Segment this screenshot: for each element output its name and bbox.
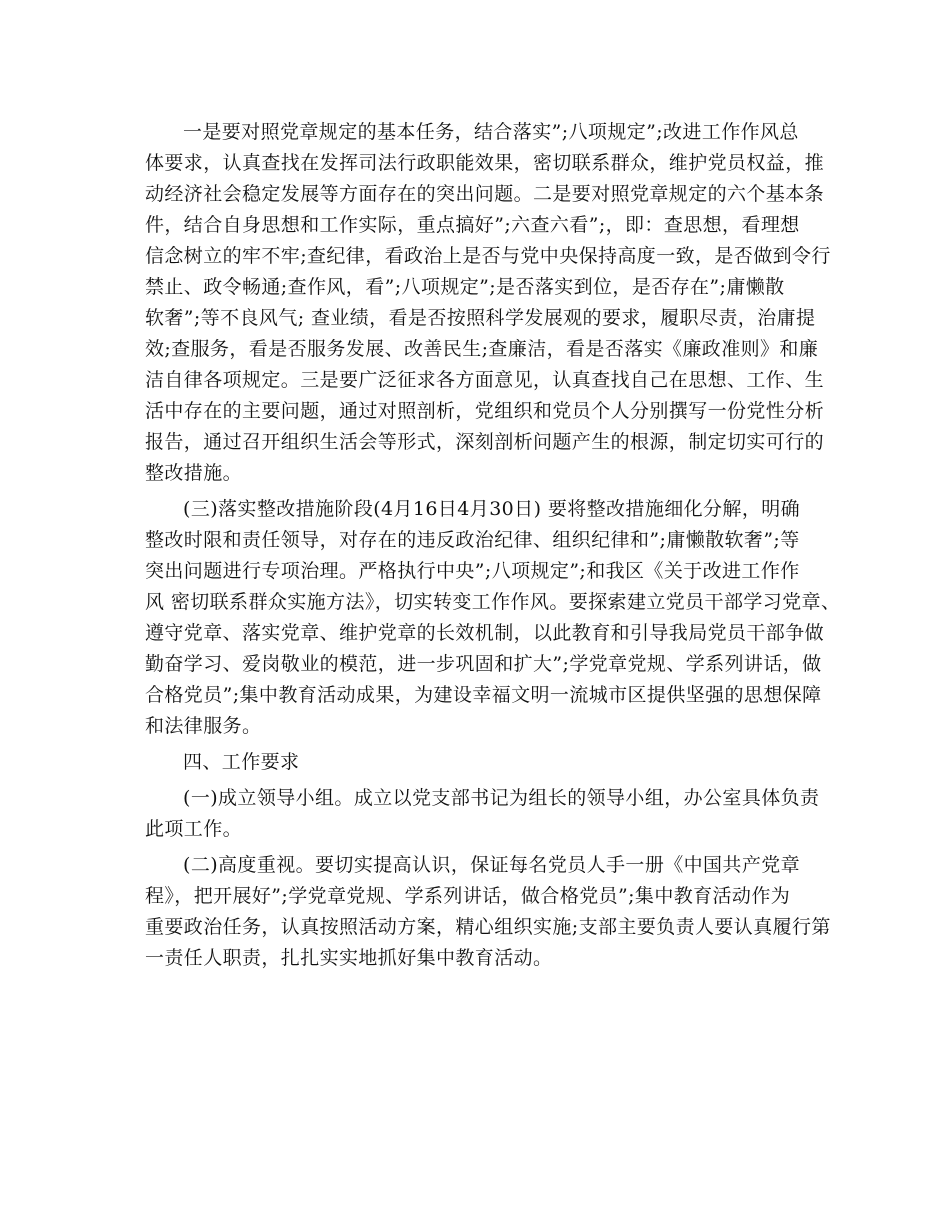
- paragraph-line: 洁自律各项规定。三是要广泛征求各方面意见，认真查找自己在思想、工作、生: [145, 369, 825, 391]
- paragraph-line: 报告，通过召开组织生活会等形式，深刻剖析问题产生的根源，制定切实可行的: [145, 431, 825, 453]
- paragraph-rectification-stage: [145, 494, 841, 742]
- paragraph-line: 合格党员”;集中教育活动成果，为建设幸福文明一流城市区提供坚强的思想保障: [145, 684, 822, 706]
- paragraph-line: (二)高度重视。要切实提高认识，保证每名党员人手一册《中国共产党章: [183, 854, 801, 876]
- paragraph-line: 信念树立的牢不牢;查纪律，看政治上是否与党中央保持高度一致，是否做到令行: [145, 245, 831, 267]
- paragraph-line: 勤奋学习、爱岗敬业的模范，进一步巩固和扩大”;学党章党规、学系列讲话，做: [145, 653, 822, 675]
- paragraph-line: 重要政治任务，认真按照活动方案，精心组织实施;支部主要负责人要认真履行第: [145, 916, 831, 938]
- paragraph-line: 体要求，认真查找在发挥司法行政职能效果，密切联系群众，维护党员权益，推: [145, 152, 825, 174]
- document-body: [145, 117, 841, 974]
- paragraph-line: 一是要对照党章规定的基本任务，结合落实”;八项规定”;改进工作作风总: [183, 121, 799, 143]
- section-heading-text: 四、工作要求: [183, 751, 300, 773]
- paragraph-leading-group: [145, 783, 820, 845]
- paragraph-line: 整改时限和责任领导，对存在的违反政治纪律、组织纪律和”;庸懒散软奢”;等: [145, 529, 800, 551]
- paragraph-line: 突出问题进行专项治理。严格执行中央”;八项规定”;和我区《关于改进工作作: [145, 560, 800, 582]
- paragraph-line: 软奢”;等不良风气; 查业绩，看是否按照科学发展观的要求，履职尽责，治庸提: [145, 307, 816, 329]
- paragraph-high-attention: [145, 850, 831, 974]
- paragraph-line: 动经济社会稳定发展等方面存在的突出问题。二是要对照党章规定的六个基本条: [145, 183, 825, 205]
- paragraph-line: 整改措施。: [145, 462, 243, 484]
- paragraph-line: 效;查服务，看是否服务发展、改善民生;查廉洁，看是否落实《廉政准则》和廉: [145, 338, 819, 360]
- paragraph-line: 遵守党章、落实党章、维护党章的长效机制，以此教育和引导我局党员干部争做: [145, 622, 825, 644]
- paragraph-line: 程》，把开展好”;学党章党规、学系列讲话，做合格党员”;集中教育活动作为: [145, 885, 791, 907]
- section-heading: [145, 747, 815, 778]
- paragraph-line: 风 密切联系群众实施方法》，切实转变工作作风。要探索建立党员干部学习党章、: [145, 591, 841, 613]
- paragraph-tasks: [145, 117, 831, 489]
- paragraph-line: 和法律服务。: [145, 715, 262, 737]
- paragraph-line: (三)落实整改措施阶段(4月16日4月30日) 要将整改措施细化分解，明确: [183, 498, 801, 520]
- paragraph-line: 一责任人职责，扎扎实实地抓好集中教育活动。: [145, 947, 553, 969]
- paragraph-line: (一)成立领导小组。成立以党支部书记为组长的领导小组，办公室具体负责: [183, 787, 820, 809]
- paragraph-line: 活中存在的主要问题，通过对照剖析，党组织和党员个人分别撰写一份党性分析: [145, 400, 825, 422]
- paragraph-line: 禁止、政令畅通;查作风，看”;八项规定”;是否落实到位，是否存在”;庸懒散: [145, 276, 785, 298]
- paragraph-line: 此项工作。: [145, 818, 243, 840]
- paragraph-line: 件，结合自身思想和工作实际，重点搞好”;六查六看”;，即：查思想，看理想: [145, 214, 800, 236]
